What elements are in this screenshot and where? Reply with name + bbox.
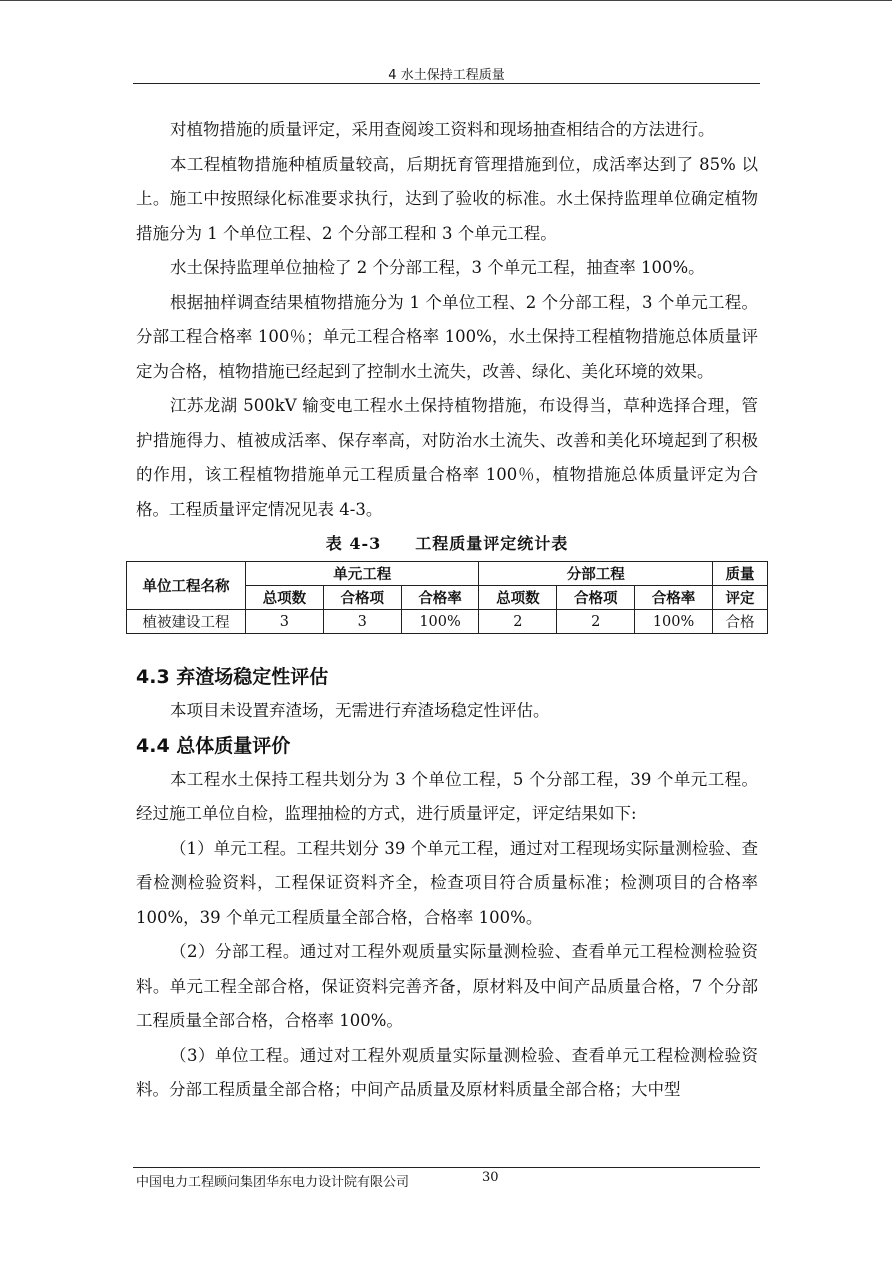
table-cell: 100% bbox=[635, 610, 713, 634]
table-cell: 100% bbox=[401, 610, 479, 634]
header-rule bbox=[133, 83, 760, 84]
table-cell: 2 bbox=[557, 610, 635, 634]
header-unit-group: 单元工程 bbox=[246, 562, 479, 586]
header-pass: 合格项 bbox=[557, 586, 635, 610]
header-rate: 合格率 bbox=[401, 586, 479, 610]
quality-table bbox=[126, 561, 768, 634]
paragraph: 本工程植物措施种植质量较高，后期抚育管理措施到位，成活率达到了 85% 以上。施工中按照绿化标准要求执行，达到了验收的标准。水土保持监理单位确定植物措施分为 1 个单位工程、2 个分部工程和 3 个单元工程。 bbox=[136, 154, 758, 243]
paragraph: （2）分部工程。通过对工程外观质量实际量测检验、查看单元工程检测检验资料。单元工程全部合格，保证资料完善齐备，原材料及中间产品质量合格，7 个分部工程质量全部合格，合格率 100%。 bbox=[136, 942, 758, 1030]
paragraph: 对植物措施的质量评定，采用查阅竣工资料和现场抽查相结合的方法进行。 bbox=[170, 120, 715, 139]
header-pass: 合格项 bbox=[323, 586, 401, 610]
table-cell: 合格 bbox=[713, 610, 768, 634]
header-quality-2: 评定 bbox=[713, 586, 768, 610]
table-cell: 3 bbox=[323, 610, 401, 634]
paragraph: 水土保持监理单位抽检了 2 个分部工程，3 个单元工程，抽查率 100%。 bbox=[170, 258, 705, 277]
table-row bbox=[127, 610, 768, 634]
page-number: 30 bbox=[482, 1170, 499, 1185]
footer-organization: 中国电力工程顾问集团华东电力设计院有限公司 bbox=[136, 1175, 410, 1190]
header-total: 总项数 bbox=[246, 586, 324, 610]
table-caption: 表 4-3 工程质量评定统计表 bbox=[325, 534, 569, 553]
top-border bbox=[0, 0, 892, 1]
header-quality-1: 质量 bbox=[713, 562, 768, 586]
table-cell: 植被建设工程 bbox=[127, 610, 246, 634]
page-body bbox=[136, 113, 758, 1108]
header-total: 总项数 bbox=[479, 586, 557, 610]
paragraph: 本工程水土保持工程共划分为 3 个单位工程，5 个分部工程，39 个单元工程。经过施工单位自检，监理抽检的方式，进行质量评定，评定结果如下: bbox=[136, 769, 758, 823]
header-sub-group: 分部工程 bbox=[479, 562, 713, 586]
running-header: 4 水土保持工程质量 bbox=[388, 68, 505, 83]
paragraph: 根据抽样调查结果植物措施分为 1 个单位工程、2 个分部工程，3 个单元工程。分部工程合格率 100％；单元工程合格率 100%，水土保持工程植物措施总体质量评定为合格，植物措施已经起到了控制水土流失，改善、绿化、美化环境的效果。 bbox=[136, 292, 758, 381]
paragraph: 本项目未设置弃渣场，无需进行弃渣场稳定性评估。 bbox=[170, 701, 550, 720]
table-cell: 2 bbox=[479, 610, 557, 634]
paragraph: （1）单元工程。工程共划分 39 个单元工程，通过对工程现场实际量测检验、查看检测检验资料，工程保证资料齐全，检查项目符合质量标准；检测项目的合格率 100%，39 个单元工程质量全部合格，合格率 100%。 bbox=[136, 838, 758, 927]
table-cell: 3 bbox=[246, 610, 324, 634]
section-heading-4-4: 4.4 总体质量评价 bbox=[136, 734, 291, 757]
paragraph: （3）单位工程。通过对工程外观质量实际量测检验、查看单元工程检测检验资料。分部工程质量全部合格；中间产品质量及原材料质量全部合格；大中型 bbox=[136, 1045, 758, 1099]
header-unit-name: 单位工程名称 bbox=[127, 562, 246, 610]
section-heading-4-3: 4.3 弃渣场稳定性评估 bbox=[136, 666, 329, 688]
header-rate: 合格率 bbox=[635, 586, 713, 610]
footer-rule bbox=[133, 1167, 760, 1168]
paragraph: 江苏龙湖 500kV 输变电工程水土保持植物措施，布设得当，草种选择合理，管护措施得力、植被成活率、保存率高，对防治水土流失、改善和美化环境起到了积极的作用，该工程植物措施单元工程质量合格率 100％，植物措施总体质量评定为合格。工程质量评定情况见表 4-3。 bbox=[136, 396, 758, 519]
